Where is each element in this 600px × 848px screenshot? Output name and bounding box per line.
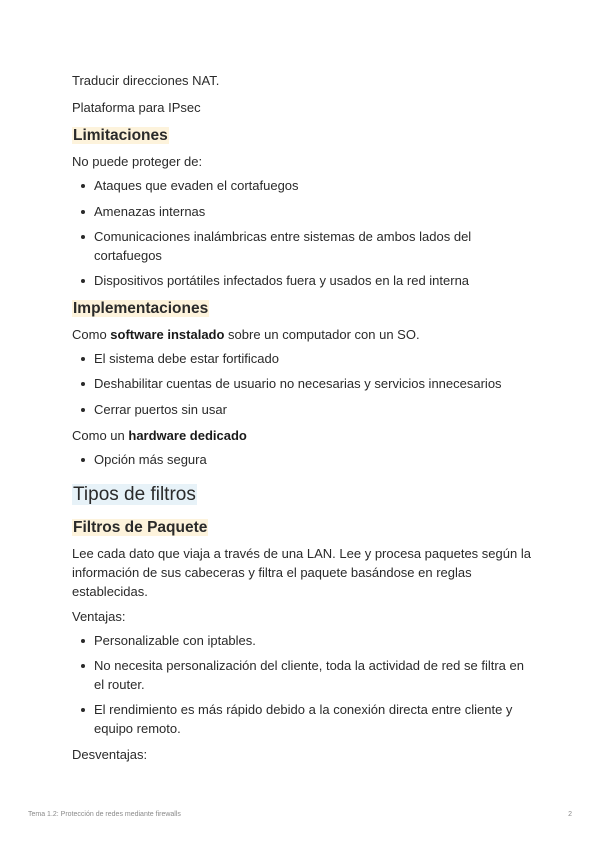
intro-line-nat: Traducir direcciones NAT. [72, 73, 220, 88]
heading-tipos-de-filtros: Tipos de filtros [73, 483, 196, 505]
paquete-description: Lee cada dato que viaja a través de una LAN. Lee y procesa paquetes según la información de sus cabeceras y filtra el paquete basándose en reglas establecidas. [72, 545, 531, 599]
list-item: No necesita personalización del cliente, toda la actividad de red se filtra en el router. [72, 657, 532, 694]
list-item: Comunicaciones inalámbricas entre sistemas de ambos lados del cortafuegos [72, 228, 532, 265]
list-item: Amenazas internas [72, 203, 532, 222]
list-item: El sistema debe estar fortificado [72, 350, 532, 369]
list-item: Dispositivos portátiles infectados fuera y usados en la red interna [72, 272, 532, 291]
desventajas-label: Desventajas: [72, 747, 148, 762]
page-footer [28, 811, 572, 818]
hardware-list [72, 451, 532, 470]
limitaciones-list [72, 177, 532, 291]
intro-line-ipsec: Plataforma para IPsec [72, 100, 201, 115]
limitaciones-intro: No puede proteger de: [72, 154, 203, 169]
list-item: Opción más segura [72, 451, 532, 470]
hardware-bold: hardware dedicado [128, 428, 247, 443]
list-item: El rendimiento es más rápido debido a la conexión directa entre cliente y equipo remoto. [72, 701, 532, 738]
software-bold: software instalado [110, 326, 225, 342]
ventajas-list [72, 632, 532, 739]
list-item: Personalizable con iptables. [72, 632, 532, 651]
software-paragraph: Como software instalado sobre un computador con un SO. [72, 326, 420, 342]
page-number: 2 [568, 811, 572, 818]
heading-filtros-de-paquete: Filtros de Paquete [73, 518, 208, 536]
software-list [72, 350, 532, 420]
footer-title: Tema 1.2: Protección de redes mediante firewalls [28, 811, 181, 818]
ventajas-label: Ventajas: [72, 608, 126, 624]
list-item: Cerrar puertos sin usar [72, 401, 532, 420]
heading-limitaciones: Limitaciones [73, 127, 168, 144]
heading-implementaciones: Implementaciones [73, 299, 209, 317]
list-item: Ataques que evaden el cortafuegos [72, 177, 532, 196]
document-body [72, 71, 532, 764]
hardware-paragraph: Como un hardware dedicado [72, 428, 247, 443]
list-item: Deshabilitar cuentas de usuario no necesarias y servicios innecesarios [72, 375, 532, 394]
